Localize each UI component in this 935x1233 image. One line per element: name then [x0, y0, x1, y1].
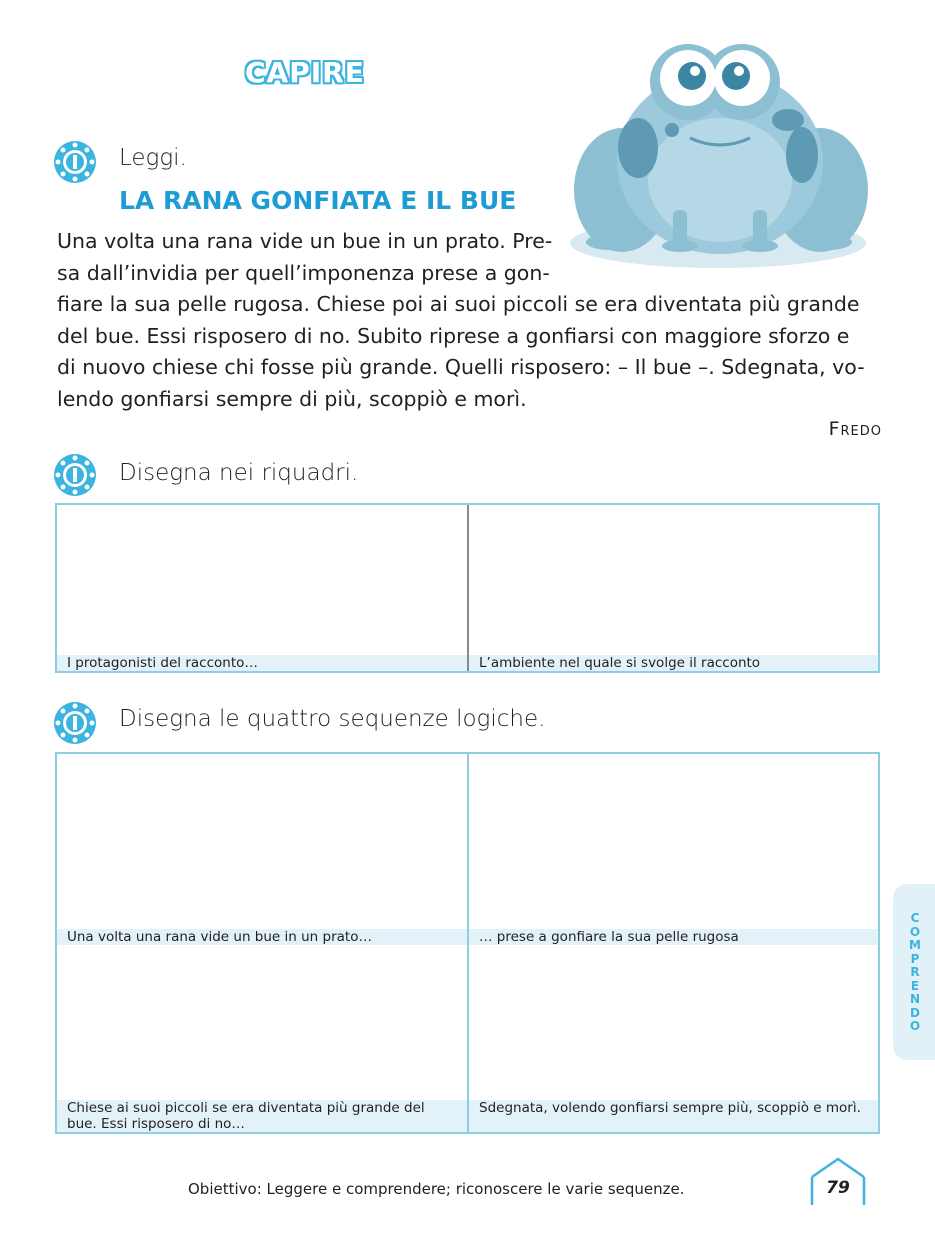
- side-tab-letter: C: [910, 911, 920, 925]
- sequence-box-2[interactable]: [469, 754, 878, 945]
- section-title: CAPIRE: [245, 56, 365, 89]
- drawing-box-setting[interactable]: [469, 505, 878, 671]
- instruction-read: Leggi.: [119, 145, 187, 171]
- story-line: sa dall’invidia per quell’imponenza prese a gon-: [57, 260, 550, 285]
- story-text: [57, 226, 885, 415]
- side-tab-letter: R: [910, 965, 920, 979]
- story-line: Una volta una rana vide un bue in un prato. Pre-: [57, 229, 553, 253]
- box-caption: Una volta una rana vide un bue in un prato…: [57, 929, 467, 945]
- side-tab-letter: P: [910, 951, 920, 966]
- side-tab-letter: O: [909, 1019, 921, 1033]
- story-author: Fredo: [828, 418, 882, 440]
- box-caption: L’ambiente nel quale si svolge il racconto: [469, 655, 878, 671]
- sequence-box-1[interactable]: [57, 754, 469, 945]
- box-caption: Sdegnata, volendo gonfiarsi sempre più, scoppiò e morì.: [469, 1100, 878, 1132]
- side-tab-letter: N: [909, 992, 921, 1006]
- box-caption: Chiese ai suoi piccoli se era diventata più grande del bue. Essi risposero di no…: [57, 1100, 467, 1132]
- story-title: LA RANA GONFIATA E IL BUE: [119, 186, 517, 215]
- story-line: del bue. Essi risposero di no. Subito riprese a gonfiarsi con maggiore sforzo e: [57, 323, 850, 348]
- sun-badge-icon: [53, 701, 97, 745]
- sequence-box-4[interactable]: [469, 945, 878, 1132]
- drawing-box-protagonists[interactable]: [57, 505, 469, 671]
- sun-badge-icon: [53, 140, 97, 184]
- sequence-box-3[interactable]: [57, 945, 469, 1132]
- box-caption: I protagonisti del racconto…: [57, 655, 467, 671]
- side-tab-letter: D: [910, 1005, 920, 1020]
- sun-badge-icon: [53, 453, 97, 497]
- instruction-draw-sequences: Disegna le quattro sequenze logiche.: [119, 706, 546, 732]
- story-line: di nuovo chiese chi fosse più grande. Quelli risposero: – Il bue –. Sdegnata, vo-: [57, 355, 865, 379]
- page-number: 79: [826, 1178, 850, 1198]
- side-tab-letter: O: [909, 924, 921, 939]
- drawing-boxes-two: [55, 503, 880, 673]
- side-tab-letter: M: [909, 938, 921, 952]
- sequence-grid: [55, 752, 880, 1134]
- footer-objective: Obiettivo: Leggere e comprendere; riconoscere le varie sequenze.: [188, 1180, 685, 1198]
- story-line: lendo gonfiarsi sempre di più, scoppiò e morì.: [57, 386, 527, 411]
- box-caption: … prese a gonfiare la sua pelle rugosa: [469, 929, 878, 945]
- side-tab-letter: E: [910, 978, 920, 993]
- story-line: fiare la sua pelle rugosa. Chiese poi ai suoi piccoli se era diventata più grande: [57, 292, 860, 316]
- side-tab-label: [905, 912, 925, 1034]
- instruction-draw-boxes: Disegna nei riquadri.: [119, 460, 359, 486]
